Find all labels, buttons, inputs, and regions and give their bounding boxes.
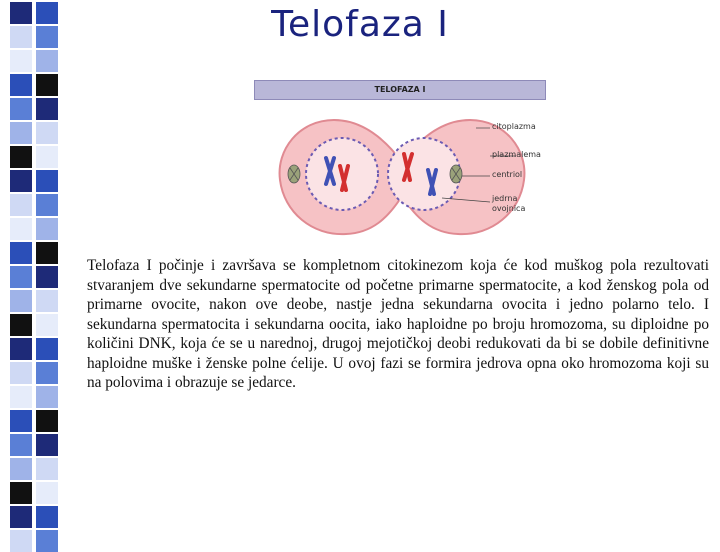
slide-body-text: Telofaza I počinje i završava se kompletnom citokinezom koja će kod muškog pola rezultovati stvaranjem dve sekundarne spermatocite od početne primarne spermatocite, a kod ženskog pola od primarne ovocite, nakon ove deobe, nastje jedna sekundarna ovocita i jedno polarno telo. I sekundarna spermatocita i sekundarna oocita, iako haploidne po broju hromozoma, su diploidne po količini DNK, koja će se u narednoj, drugoj mejotičkoj deobi redukovati da bi se dobile definitivne haploidne muške i ženske polne ćelije. U ovoj fazi se formira jedrova opna oko hromozoma koji su na polovima i obrazuje se jedarce. [87,257,709,391]
decorative-square [10,530,32,552]
decorative-square [10,482,32,504]
decorative-square [10,194,32,216]
decorative-square [36,266,58,288]
decorative-square [10,98,32,120]
decorative-square [10,122,32,144]
decorative-square [10,362,32,384]
label-plazmalema: plazmalema [492,150,541,159]
decorative-square [10,458,32,480]
decorative-square [10,170,32,192]
decorative-square [10,266,32,288]
decorative-square [10,218,32,240]
decorative-square [10,242,32,264]
decorative-square [36,2,58,24]
decorative-square [36,458,58,480]
decorative-square [36,362,58,384]
decorative-square [36,98,58,120]
decorative-square [36,50,58,72]
decorative-square-strip [0,0,72,540]
telophase-figure [254,80,546,240]
decorative-square [36,26,58,48]
label-jedrna: jedrna [492,194,518,203]
decorative-square [36,194,58,216]
decorative-square [36,506,58,528]
decorative-square [36,386,58,408]
decorative-square [10,2,32,24]
decorative-square [36,410,58,432]
slide-title: Telofaza I [271,4,449,45]
decorative-square [10,26,32,48]
decorative-square [36,482,58,504]
figure-header: TELOFAZA I [254,80,546,100]
decorative-square [36,122,58,144]
decorative-square [36,530,58,552]
decorative-square [10,290,32,312]
decorative-square [36,338,58,360]
label-citoplazma: citoplazma [492,122,536,131]
decorative-square [36,242,58,264]
decorative-square [36,74,58,96]
decorative-square [36,314,58,336]
left-centriole [288,165,300,183]
decorative-square [10,506,32,528]
label-centriol: centriol [492,170,523,179]
decorative-square [10,50,32,72]
decorative-square [10,146,32,168]
decorative-square [10,314,32,336]
right-nuclear-envelope [388,138,460,210]
decorative-square [10,434,32,456]
decorative-square [36,170,58,192]
decorative-square [36,434,58,456]
decorative-square [10,338,32,360]
label-ovojnica: ovojnica [492,204,526,213]
decorative-square [10,386,32,408]
decorative-square [36,146,58,168]
right-centriole [450,165,462,183]
decorative-square [36,290,58,312]
decorative-square [10,74,32,96]
decorative-square [10,410,32,432]
decorative-square [36,218,58,240]
